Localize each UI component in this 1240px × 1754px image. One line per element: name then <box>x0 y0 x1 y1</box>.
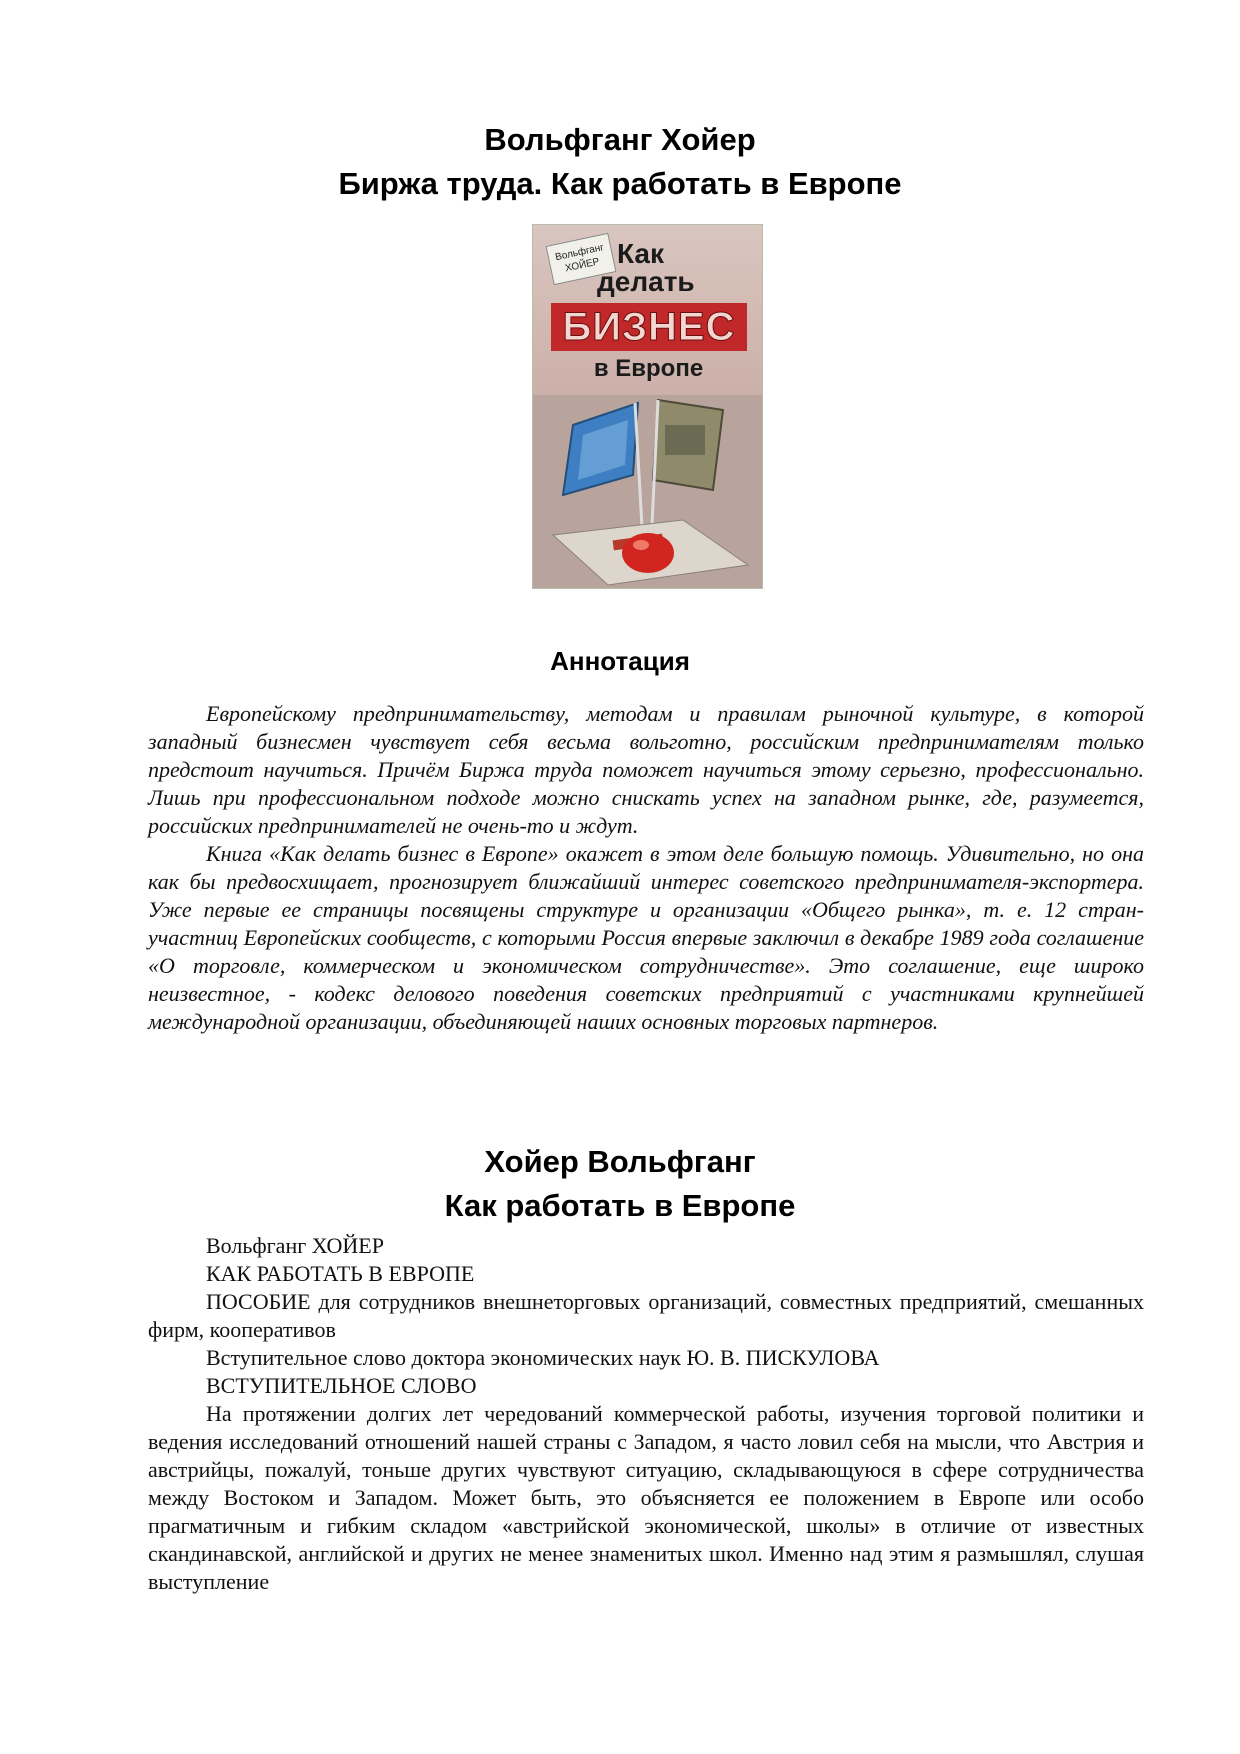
body-paragraph: Вольфганг ХОЙЕР <box>206 1233 384 1258</box>
document-title <box>0 118 1240 206</box>
cover-title-evrope: в Европе <box>593 355 704 382</box>
body-paragraph: Вступительное слово доктора экономических наук Ю. В. ПИСКУЛОВА <box>206 1345 880 1370</box>
section-heading-author: Хойер Вольфганг <box>484 1144 756 1179</box>
annotation-text <box>148 700 1144 1036</box>
cover-illustration <box>533 395 763 589</box>
cover-ball-highlight <box>633 540 649 550</box>
title-book: Биржа труда. Как работать в Европе <box>338 166 902 201</box>
cover-banknote-detail <box>665 425 705 455</box>
annotation-paragraph: Книга «Как делать бизнес в Европе» окажет в этом деле большую помощь. Удивительно, но она как бы предвосхищает, прогнозирует ближайший интерес советского предпринимателя-экспортера. Уже первые ее страницы посвящены структуре и организации «Общего рынка», т. е. 12 стран-участниц Европейских сообществ, с которыми Россия впервые заключил в декабре 1989 года соглашение «О торговле, коммерческом и экономическом сотрудничестве». Это соглашение, еще широко неизвестное, - кодекс делового поведения советских предприятий с участниками крупнейшей международной организации, объединяющей наших основных торговых партнеров. <box>148 841 1144 1034</box>
body-paragraph: На протяжении долгих лет чередований коммерческой работы, изучения торговой политики и ведения исследований отношений нашей страны с Западом, я часто ловил себя на мысли, что Австрия и австрийцы, пожалуй, тоньше других чувствуют ситуацию, складывающуюся в сфере сотрудничества между Востоком и Западом. Может быть, это объясняется ее положением в Европе или особо прагматичным и гибким складом «австрийской экономической, школы» в отличие от известных скандинавской, английской и других не менее знаменитых школ. Именно над этим я размышлял, слушая выступление <box>148 1401 1144 1594</box>
body-paragraph: КАК РАБОТАТЬ В ЕВРОПЕ <box>206 1261 475 1286</box>
cover-author-label: Вольфганг ХОЙЕР <box>546 233 617 285</box>
section-heading <box>0 1140 1240 1228</box>
title-author: Вольфганг Хойер <box>484 122 756 157</box>
annotation-paragraph: Европейскому предпринимательству, методам и правилам рыночной культуре, в которой западный бизнесмен чувствует себя весьма вольготно, российским предпринимателям только предстоит научиться. Причём Биржа труда поможет научиться этому серьезно, профессионально. Лишь при профессиональном подходе можно снискать успех на западном рынке, где, разумеется, российских предпринимателей не очень-то и ждут. <box>148 701 1144 838</box>
annotation-heading: Аннотация <box>550 646 690 676</box>
body-paragraph: ВСТУПИТЕЛЬНОЕ СЛОВО <box>206 1373 477 1398</box>
body-text <box>148 1232 1144 1596</box>
cover-red-ball <box>622 533 674 573</box>
body-paragraph: ПОСОБИЕ для сотрудников внешнеторговых организаций, совместных предприятий, смешанных фирм, кооперативов <box>148 1289 1144 1342</box>
section-heading-title: Как работать в Европе <box>444 1188 796 1223</box>
cover-title-kak: Как <box>617 238 665 269</box>
book-cover-image <box>532 224 763 589</box>
cover-title-delat: делать <box>597 266 695 297</box>
cover-title-biznes: БИЗНЕС <box>551 303 747 351</box>
